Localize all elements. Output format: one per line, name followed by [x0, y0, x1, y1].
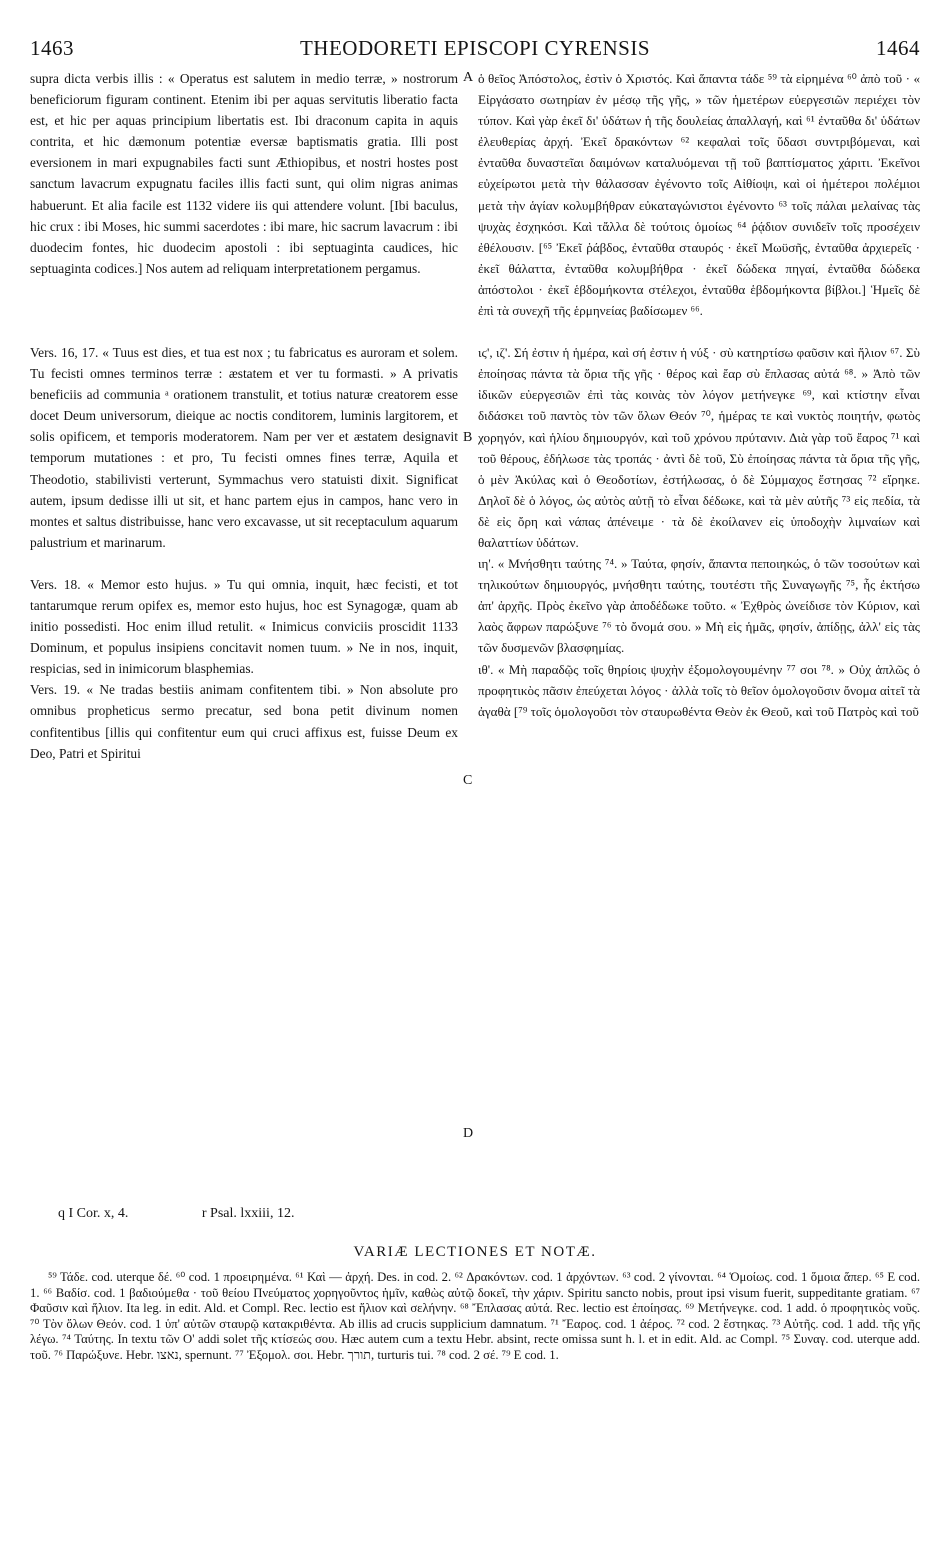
margin-letter-a: A — [463, 70, 474, 85]
margin-letter-d: D — [463, 1126, 474, 1141]
latin-paragraph-1: supra dicta verbis illis : « Operatus est salutem in medio terræ, » nostrorum beneficiorum figuram continent. Etenim ibi per aquas servitutis liberatio facta est, et hic per aquas principium libertatis est. Ibi draconum capita in aquis contrita, et hic dæmonum potentiæ eversæ baptismatis gratia. Illi post eversionem in mari expugnabiles facti sunt Æthiopibus, et nostri hostes post sanctum lavacrum expugnatu faciles illis facti sunt, qui olim nigras animas habuerunt. Et alia facile est 1132 videre iis qui attendere volunt. [Ibi baculus, hic crux : ibi Moses, hic summi sacerdotes : ibi mare, hic sacrum lavacrum : ibi duodecim fontes, hic duodecim apostoli : ibi septuaginta caudices, hic septuaginta codices.] Nos autem ad reliquam interpretationem pergamus. — [30, 71, 458, 276]
latin-paragraph-4: Vers. 19. « Ne tradas bestiis animam confitentem tibi. » Non absolute pro omnibus propheticus sermo precatur, sed bona petit divinum nomen confitentibus [illis qui confitentur eum qui cruci affixus est, fuisse Deum ex Deo, Patri et Spiritui — [30, 682, 458, 761]
running-title: THEODORETI EPISCOPI CYRENSIS — [299, 36, 651, 60]
greek-paragraph-3: ιη'. « Μνήσθητι ταύτης ⁷⁴. » Ταύτα, φησίν, ἅπαντα πεποιηκώς, ὁ τῶν τοσούτων καὶ τηλικούτων δημιουργός, μνήσθητι ταύτης, τουτέστι τῆς Συναγωγῆς ⁷⁵, ἧς ἐκτήσω ἀπ' ἀρχῆς. Πρὸς ἐκεῖνο γὰρ ἀποδέδωκε τοῦτο. « Ἐχθρὸς ὠνείδισε τὸν Κύριον, καὶ λαὸς ἄφρων παρώξυνε ⁷⁶ τὸ ὄνομά σου. » Μὴ εἰς ἡμᾶς, φησίν, ἀπίδῃς, ἀλλ' εἰς τὰς τῶν δυσμενῶν βλασφημίας. — [478, 556, 920, 656]
variant-readings-notes: ⁵⁹ Τάδε. cod. uterque δέ. ⁶⁰ cod. 1 προειρημένα. ⁶¹ Καὶ — ἀρχή. Des. in cod. 2. ⁶² Δρακόντων. cod. 1 ἀρχόντων. ⁶³ cod. 2 γίνονται. ⁶⁴ Ὁμοίως. cod. 1 ὅμοια ἅπερ. ⁶⁵ E cod. 1. ⁶⁶ Βαδίσ. cod. 1 βαδιούμεθα · τοῦ θείου Πνεύματος χορηγοῦντος ἡμῖν, καθὼς αὐτῷ δοκεῖ, τὴν χάριν. Spiritu sancto nobis, prout ipsi visum fuerit, suppeditante gratiam. ⁶⁷ Φαῦσιν καὶ ἥλιον. Ita leg. in edit. Ald. et Compl. Rec. lectio est ἥλιον καὶ σελήνην. ⁶⁸ Ἔπλασας αὐτά. Rec. lectio est ἐποίησας. ⁶⁹ Μετήνεγκε. cod. 1 add. ὁ προφητικὸς νοῦς. ⁷⁰ Τὸν ὅλων Θεόν. cod. 1 ὑπ' αὐτῶν σταυρῷ κατακριθέντα. Ab illis ad crucis supplicium damnatum. ⁷¹ Ἔαρος. cod. 1 ἀέρος. ⁷² cod. 2 ἔστηκας. ⁷³ Αὐτῆς. cod. 1 add. τῆς γῆς λέγω. ⁷⁴ Ταύτης. In textu τῶν Ο' addi solet τῆς κτίσεώς σου. Hæc autem cum a textu Hebr. absint, recte omissa sunt h. l. et in edit. Ald. ac Compl. ⁷⁵ Συναγ. cod. uterque add. τοῦ. ⁷⁶ Παρώξυνε. Hebr. נאצו, spernunt. ⁷⁷ Ἐξομολ. σοι. Hebr. תורך, turturis tui. ⁷⁸ cod. 2 σέ. ⁷⁹ E cod. 1. — [30, 1270, 920, 1362]
greek-column — [478, 68, 920, 1190]
greek-paragraph-1: ὁ θεῖος Ἀπόστολος, ἐστὶν ὁ Χριστός. Καὶ ἅπαντα τάδε ⁵⁹ τὰ εἰρημένα ⁶⁰ ἀπὸ τοῦ · « Εἰργάσατο σωτηρίαν ἐν μέσῳ τῆς γῆς, » τῶν ἡμετέρων εὐεργεσιῶν περιέχει τὸν τύπον. Καὶ γὰρ ἐκεῖ δι' ὑδάτων ἡ τῆς δουλείας ἀπαλλαγή, καὶ ⁶¹ ἐνταῦθα δι' ὑδάτων ἐλευθερίας ἀρχή. Ἐκεῖ δρακόντων ⁶² κεφαλαὶ τοῖς ὕδασι συντριβόμεναι, καὶ ἐνταῦθα δυναστεῖαι δαιμόνων καταλυόμεναι τῇ τοῦ βαπτίσματος χάριτι. Ἐκεῖνοι εὐχείρωτοι μετὰ τὴν θάλασσαν ἐγένοντο τοῖς Αἰθίοψι, καὶ οἱ ἡμέτεροι πολέμιοι μετὰ τὴν ἁγίαν κολυμβήθραν εὐκαταγώνιστοι ἐγένοντο ⁶³ τοῖς πάλαι μελαίνας τὰς ψυχὰς ἐσχηκόσι. Καὶ τἄλλα δὲ τούτοις ὁμοίως ⁶⁴ ῥᾴδιον συνιδεῖν τοῖς προσέχειν ἐθέλουσιν. [⁶⁵ Ἐκεῖ ῥάβδος, ἐνταῦθα σταυρός · ἐκεῖ Μωϋσῆς, ἐνταῦθα ἀρχιερεῖς · ἐκεῖ θάλαττα, ἐνταῦθα κολυμβήθρα · ἐκεῖ δώδεκα πηγαί, ἐνταῦθα δώδεκα ἀπόστολοι · ἐκεῖ ἑβδομήκοντα στέλεχοι, ἐνταῦθα ἑβδομήκοντα βίβλοι.] Ἡμεῖς δὲ ἐπὶ τὰ συνεχῆ τῆς ἑρμηνείας βαδίσωμεν ⁶⁶. — [478, 71, 920, 319]
running-header — [30, 36, 920, 66]
scripture-reference-q: q I Cor. x, 4. — [58, 1206, 129, 1221]
left-page-number: 1463 — [30, 36, 74, 60]
right-page-number: 1464 — [876, 36, 920, 60]
paragraph-gap — [30, 553, 458, 574]
latin-paragraph-2: Vers. 16, 17. « Tuus est dies, et tua est nox ; tu fabricatus es auroram et solem. Tu fecisti omnes terminos terræ : æstatem et ver tu formasti. » A privatis beneficiis ad communia ᵃ orationem transtulit, et totius naturæ creatorem esse docet Deum universorum, dieique ac noctis conditorem, luminis largitorem, et solis opificem, et temporis moderatorem. Nam per ver et æstatem designavit temporum mutationes : et pro, Tu fecisti omnes fines terræ, Aquila et Theodotio, stabilivisti verterunt, Symmachus vero statuisti dixit. Significat autem, ipsum dedisse illi ut sit, et hanc partem ejus in campos, hanc vero in montes et saltus distribuisse, hanc vero excavasse, ut sit receptaculum aquarum palustrium et marinarum. — [30, 344, 458, 550]
greek-paragraph-4: ιθ'. « Μὴ παραδῷς τοῖς θηρίοις ψυχὴν ἐξομολογουμένην ⁷⁷ σοι ⁷⁸. » Οὐχ ἁπλῶς ὁ προφητικὸς πᾶσιν ἐπεύχεται λόγος · ἀλλὰ τοῖς τὸ θεῖον ὁμολογοῦσιν ὄνομα αἰτεῖ τὰ ἀγαθὰ [⁷⁹ τοῖς ὁμολογοῦσι τὸν σταυρωθέντα Θεὸν ἐκ Θεοῦ, καὶ τοῦ Πατρὸς καὶ τοῦ — [478, 661, 920, 719]
latin-column — [30, 68, 458, 1190]
latin-paragraph-3: Vers. 18. « Memor esto hujus. » Tu qui omnia, inquit, hæc fecisti, et tot tantarumque rerum opifex es, memor esto hujus, hoc est Synagogæ, quam ab initio possedisti. Hoc enim illud retulit. « Inimicus conviciis proscidit 1133 Dominum, et populus insipiens concitavit nomen tuum. » Ne in nos, inquit, respicias, sed in inimicorum blasphemias. — [30, 576, 458, 677]
paragraph-gap — [478, 321, 920, 342]
margin-letter-c: C — [463, 773, 473, 788]
variant-readings-heading: VARIÆ LECTIONES ET NOTÆ. — [353, 1244, 597, 1260]
paragraph-gap — [30, 279, 458, 342]
margin-letter-b: B — [463, 430, 473, 445]
scripture-references — [58, 1206, 658, 1222]
greek-paragraph-2: ιϛ', ιζ'. Σή ἐστιν ἡ ἡμέρα, καὶ σή ἐστιν ἡ νύξ · σὺ κατηρτίσω φαῦσιν καὶ ἥλιον ⁶⁷. Σὺ ἐποίησας πάντα τὰ ὅρια τῆς γῆς · θέρος καὶ ἔαρ σὺ ἔπλασας αὐτά ⁶⁸. » Ἀπὸ τῶν ἰδικῶν εὐεργεσιῶν ἐπὶ τὰς κοινὰς τὸν λόγον μετήνεγκε ⁶⁹, καὶ κτίστην εἶναι διδάσκει τοῦ παντὸς τὸν τῶν ὅλων Θεόν ⁷⁰, ἡμέρας τε καὶ νυκτὸς ποιητήν, φωτὸς χορηγόν, καὶ ἡλίου δημιουργόν, καὶ τοῦ χρόνου πρύτανιν. Διὰ γὰρ τοῦ ἔαρος ⁷¹ καὶ τοῦ θέρους, ἐδήλωσε τὰς τροπάς · ἀντὶ δὲ τοῦ, Σὺ ἐποίησας πάντα τὰ ὅρια τῆς γῆς, ὁ μὲν Ἀκύλας καὶ ὁ Θεοδοτίων, ἐστήλωσας, ὁ δὲ Σύμμαχος ἔστησας ⁷² εἴρηκε. Δηλοῖ δὲ ὁ λόγος, ὡς αὐτὸς αὐτῇ τὸ εἶναι δέδωκε, καὶ τὰ μὲν αὐτῆς ⁷³ εἰς πεδία, τὰ δὲ εἰς ὄρη καὶ νάπας ἀπένειμε · τὰ δὲ ἐκοίλανεν εἰς ὑποδοχὴν λιμναίων καὶ θαλαττίων ὑδάτων. — [478, 345, 920, 550]
scripture-reference-r: r Psal. lxxiii, 12. — [201, 1206, 295, 1221]
